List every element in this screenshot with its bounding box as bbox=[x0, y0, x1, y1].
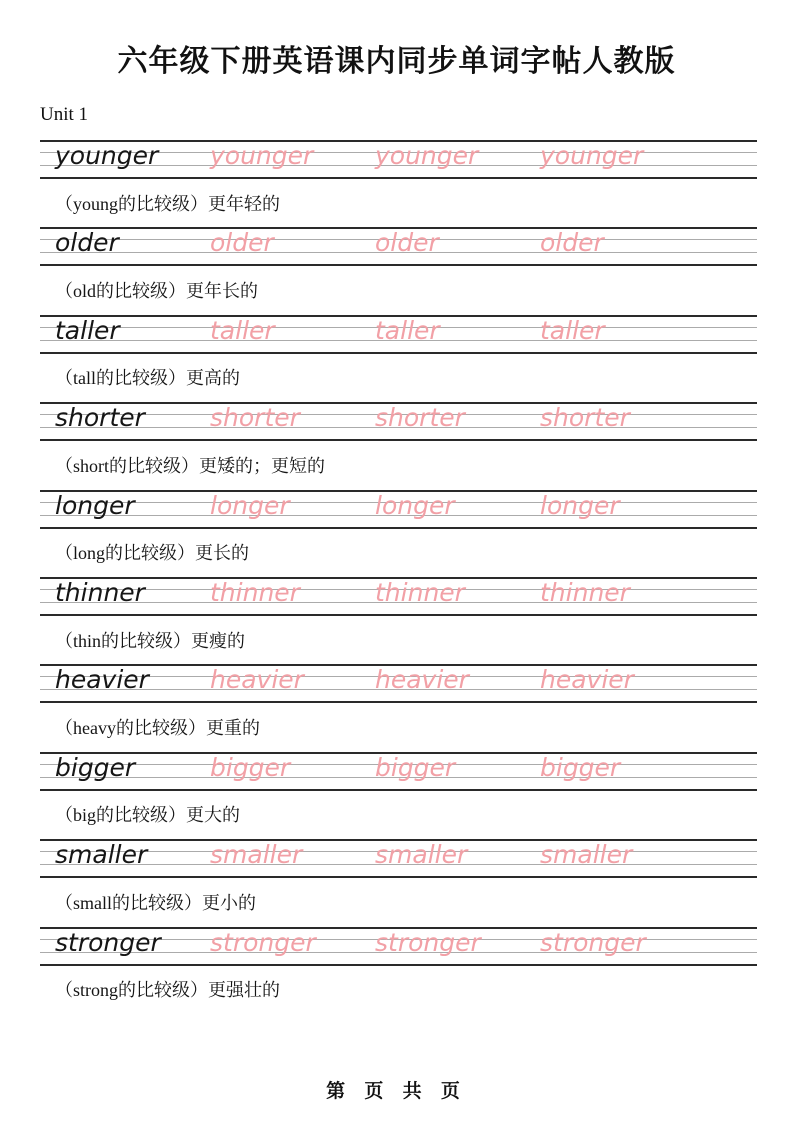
word-row bbox=[40, 839, 757, 926]
trace-word-2: thinner bbox=[375, 577, 465, 607]
trace-word-3: shorter bbox=[540, 403, 630, 433]
word-definition: （tall的比较级）更高的 bbox=[55, 368, 240, 389]
handwriting-practice-lines bbox=[40, 839, 757, 877]
word-row bbox=[40, 315, 757, 402]
trace-word-3: heavier bbox=[540, 665, 634, 695]
trace-word-1: bigger bbox=[210, 752, 291, 782]
word-definition: （thin的比较级）更瘦的 bbox=[55, 630, 246, 651]
trace-word-2: smaller bbox=[375, 840, 468, 870]
handwriting-practice-lines bbox=[40, 490, 757, 528]
word-rows bbox=[40, 140, 757, 1014]
handwriting-practice-lines bbox=[40, 140, 757, 178]
guide-line-bottom bbox=[40, 701, 757, 703]
practice-word: older bbox=[55, 228, 119, 258]
guide-line-bottom bbox=[40, 352, 757, 354]
handwriting-practice-lines bbox=[40, 315, 757, 353]
trace-word-1: smaller bbox=[210, 840, 303, 870]
trace-word-2: shorter bbox=[375, 403, 465, 433]
trace-word-3: taller bbox=[540, 315, 605, 345]
trace-word-2: longer bbox=[375, 490, 455, 520]
word-row bbox=[40, 490, 757, 577]
trace-word-1: thinner bbox=[210, 577, 300, 607]
practice-word: thinner bbox=[55, 577, 145, 607]
trace-word-3: older bbox=[540, 228, 604, 258]
trace-word-2: bigger bbox=[375, 752, 456, 782]
trace-word-1: heavier bbox=[210, 665, 304, 695]
trace-word-3: younger bbox=[540, 141, 644, 170]
word-definition: （small的比较级）更小的 bbox=[55, 892, 256, 913]
word-row bbox=[40, 227, 757, 314]
handwriting-practice-lines bbox=[40, 664, 757, 702]
trace-word-3: smaller bbox=[540, 840, 633, 870]
guide-line-bottom bbox=[40, 177, 757, 179]
handwriting-practice-lines bbox=[40, 752, 757, 790]
trace-word-1: taller bbox=[210, 315, 275, 345]
guide-line-bottom bbox=[40, 964, 757, 966]
guide-line-bottom bbox=[40, 439, 757, 441]
trace-word-2: taller bbox=[375, 315, 440, 345]
word-row bbox=[40, 752, 757, 839]
handwriting-practice-lines bbox=[40, 577, 757, 615]
word-row bbox=[40, 140, 757, 227]
word-definition: （long的比较级）更长的 bbox=[55, 543, 250, 564]
trace-word-2: heavier bbox=[375, 665, 469, 695]
trace-word-1: longer bbox=[210, 490, 290, 520]
word-definition: （short的比较级）更矮的；更短的 bbox=[55, 455, 325, 476]
trace-word-1: shorter bbox=[210, 403, 300, 433]
trace-word-3: longer bbox=[540, 490, 620, 520]
unit-label: Unit 1 bbox=[40, 104, 89, 125]
guide-line-bottom bbox=[40, 264, 757, 266]
trace-word-2: younger bbox=[375, 141, 479, 170]
handwriting-practice-lines bbox=[40, 927, 757, 965]
practice-word: taller bbox=[55, 315, 120, 345]
word-row bbox=[40, 577, 757, 664]
page-title: 六年级下册英语课内同步单词字帖人教版 bbox=[117, 45, 676, 78]
guide-line-bottom bbox=[40, 876, 757, 878]
practice-word: longer bbox=[55, 490, 135, 520]
word-definition: （big的比较级）更大的 bbox=[55, 805, 241, 826]
trace-word-2: older bbox=[375, 228, 439, 258]
word-row bbox=[40, 927, 757, 1014]
word-row bbox=[40, 402, 757, 489]
practice-word: heavier bbox=[55, 665, 149, 695]
trace-word-3: bigger bbox=[540, 752, 621, 782]
guide-line-bottom bbox=[40, 527, 757, 529]
handwriting-practice-lines bbox=[40, 227, 757, 265]
practice-word: stronger bbox=[55, 927, 161, 957]
practice-word: bigger bbox=[55, 752, 136, 782]
guide-line-bottom bbox=[40, 789, 757, 791]
word-definition: （young的比较级）更年轻的 bbox=[55, 193, 280, 214]
trace-word-3: stronger bbox=[540, 927, 646, 957]
word-row bbox=[40, 664, 757, 751]
trace-word-2: stronger bbox=[375, 927, 481, 957]
word-definition: （heavy的比较级）更重的 bbox=[55, 718, 260, 739]
trace-word-1: younger bbox=[210, 141, 314, 170]
trace-word-3: thinner bbox=[540, 577, 630, 607]
trace-word-1: older bbox=[210, 228, 274, 258]
guide-line-bottom bbox=[40, 614, 757, 616]
handwriting-practice-lines bbox=[40, 402, 757, 440]
practice-word: shorter bbox=[55, 403, 145, 433]
page-footer: 第 页 共 页 bbox=[326, 1081, 467, 1102]
practice-word: smaller bbox=[55, 840, 148, 870]
practice-word: younger bbox=[55, 141, 159, 170]
word-definition: （old的比较级）更年长的 bbox=[55, 281, 258, 302]
trace-word-1: stronger bbox=[210, 927, 316, 957]
word-definition: （strong的比较级）更强壮的 bbox=[55, 980, 280, 1001]
